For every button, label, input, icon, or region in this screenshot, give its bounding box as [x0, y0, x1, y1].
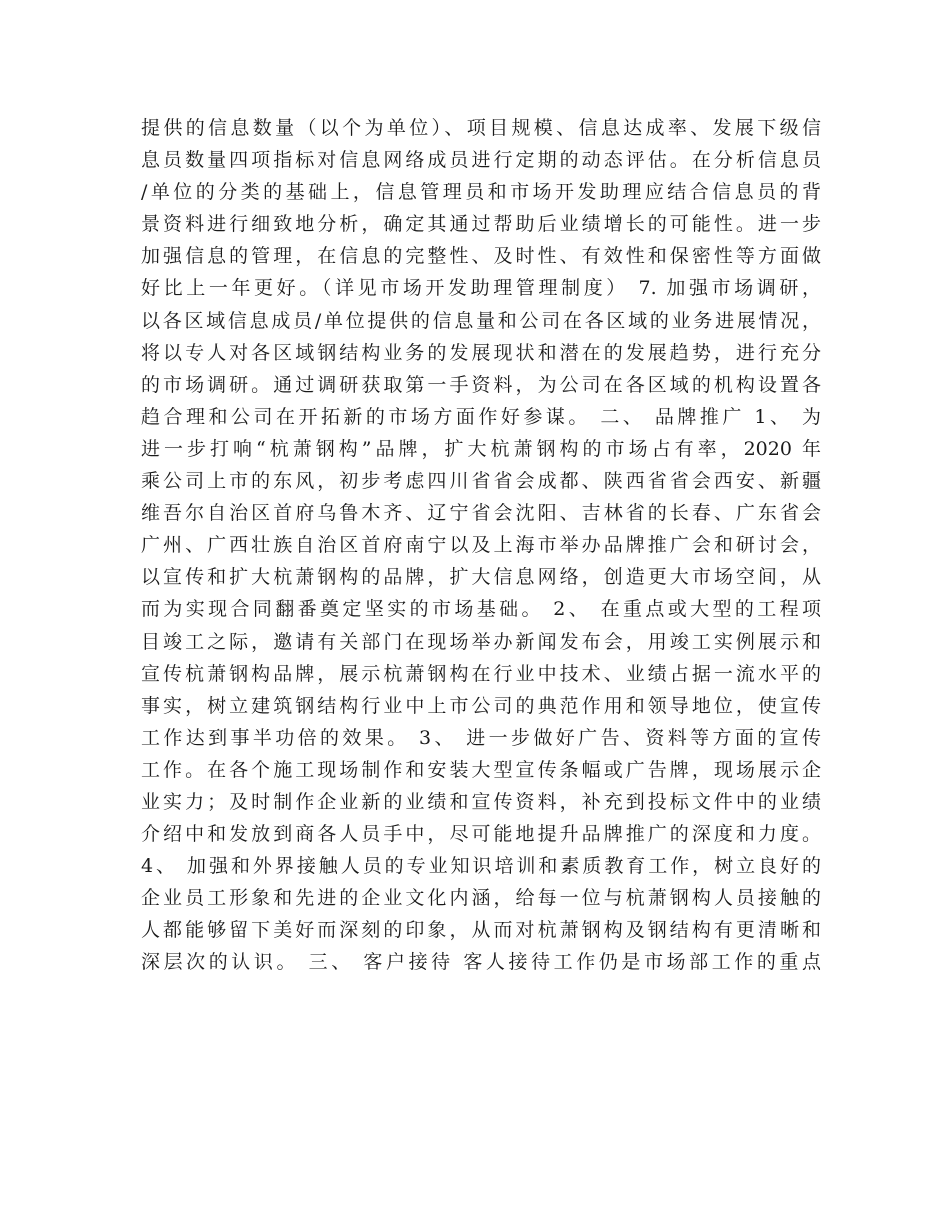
- text-line: 维吾尔自治区首府乌鲁木齐、辽宁省会沈阳、吉林省的长春、广东省会: [141, 502, 821, 525]
- body-text: [141, 112, 821, 979]
- text-line: 广州、广西壮族自治区首府南宁以及上海市举办品牌推广会和研讨会，: [141, 534, 821, 557]
- text-line: 业实力；及时制作企业新的业绩和宣传资料，补充到投标文件中的业绩: [141, 790, 821, 813]
- text-line: 宣传杭萧钢构品牌，展示杭萧钢构在行业中技术、业绩占据一流水平的: [141, 662, 821, 685]
- text-line: 好比上一年更好。（详见市场开发助理管理制度） 7. 加强市场调研，: [141, 277, 821, 300]
- text-line: 工作达到事半功倍的效果。 3、 进一步做好广告、资料等方面的宣传: [141, 726, 821, 749]
- text-line: 事实，树立建筑钢结构行业中上市公司的典范作用和领导地位，使宣传: [141, 694, 821, 717]
- text-line: /单位的分类的基础上，信息管理员和市场开发助理应结合信息员的背: [141, 181, 821, 204]
- text-line: 4、 加强和外界接触人员的专业知识培训和素质教育工作，树立良好的: [141, 855, 821, 878]
- text-line: 以宣传和扩大杭萧钢构的品牌，扩大信息网络，创造更大市场空间，从: [141, 566, 821, 589]
- text-line: 趋合理和公司在开拓新的市场方面作好参谋。 二、 品牌推广 1、 为: [141, 405, 821, 428]
- text-line: 乘公司上市的东风，初步考虑四川省省会成都、陕西省省会西安、新疆: [141, 470, 821, 493]
- text-line: 以各区域信息成员/单位提供的信息量和公司在各区域的业务进展情况，: [141, 309, 821, 332]
- text-line: 进一步打响“杭萧钢构”品牌，扩大杭萧钢构的市场占有率，2020 年: [141, 437, 821, 460]
- text-line: 目竣工之际，邀请有关部门在现场举办新闻发布会，用竣工实例展示和: [141, 630, 821, 653]
- text-line: 介绍中和发放到商各人员手中，尽可能地提升品牌推广的深度和力度。: [141, 823, 821, 846]
- text-line: 企业员工形象和先进的企业文化内涵，给每一位与杭萧钢构人员接触的: [141, 887, 821, 910]
- text-line: 将以专人对各区域钢结构业务的发展现状和潜在的发展趋势，进行充分: [141, 341, 821, 364]
- text-line: 息员数量四项指标对信息网络成员进行定期的动态评估。在分析信息员: [141, 149, 821, 172]
- text-line: 景资料进行细致地分析，确定其通过帮助后业绩增长的可能性。进一步: [141, 213, 821, 236]
- text-line: 工作。在各个施工现场制作和安装大型宣传条幅或广告牌，现场展示企: [141, 758, 821, 781]
- text-line: 提供的信息数量（以个为单位）、项目规模、信息达成率、发展下级信: [141, 117, 821, 139]
- text-line: 的市场调研。通过调研获取第一手资料，为公司在各区域的机构设置各: [141, 373, 821, 396]
- text-line: 深层次的认识。 三、 客户接待 客人接待工作仍是市场部工作的重点: [141, 951, 821, 974]
- text-line: 加强信息的管理，在信息的完整性、及时性、有效性和保密性等方面做: [141, 245, 821, 268]
- text-line: 人都能够留下美好而深刻的印象，从而对杭萧钢构及钢结构有更清晰和: [141, 919, 821, 942]
- text-line: 而为实现合同翻番奠定坚实的市场基础。 2、 在重点或大型的工程项: [141, 598, 821, 621]
